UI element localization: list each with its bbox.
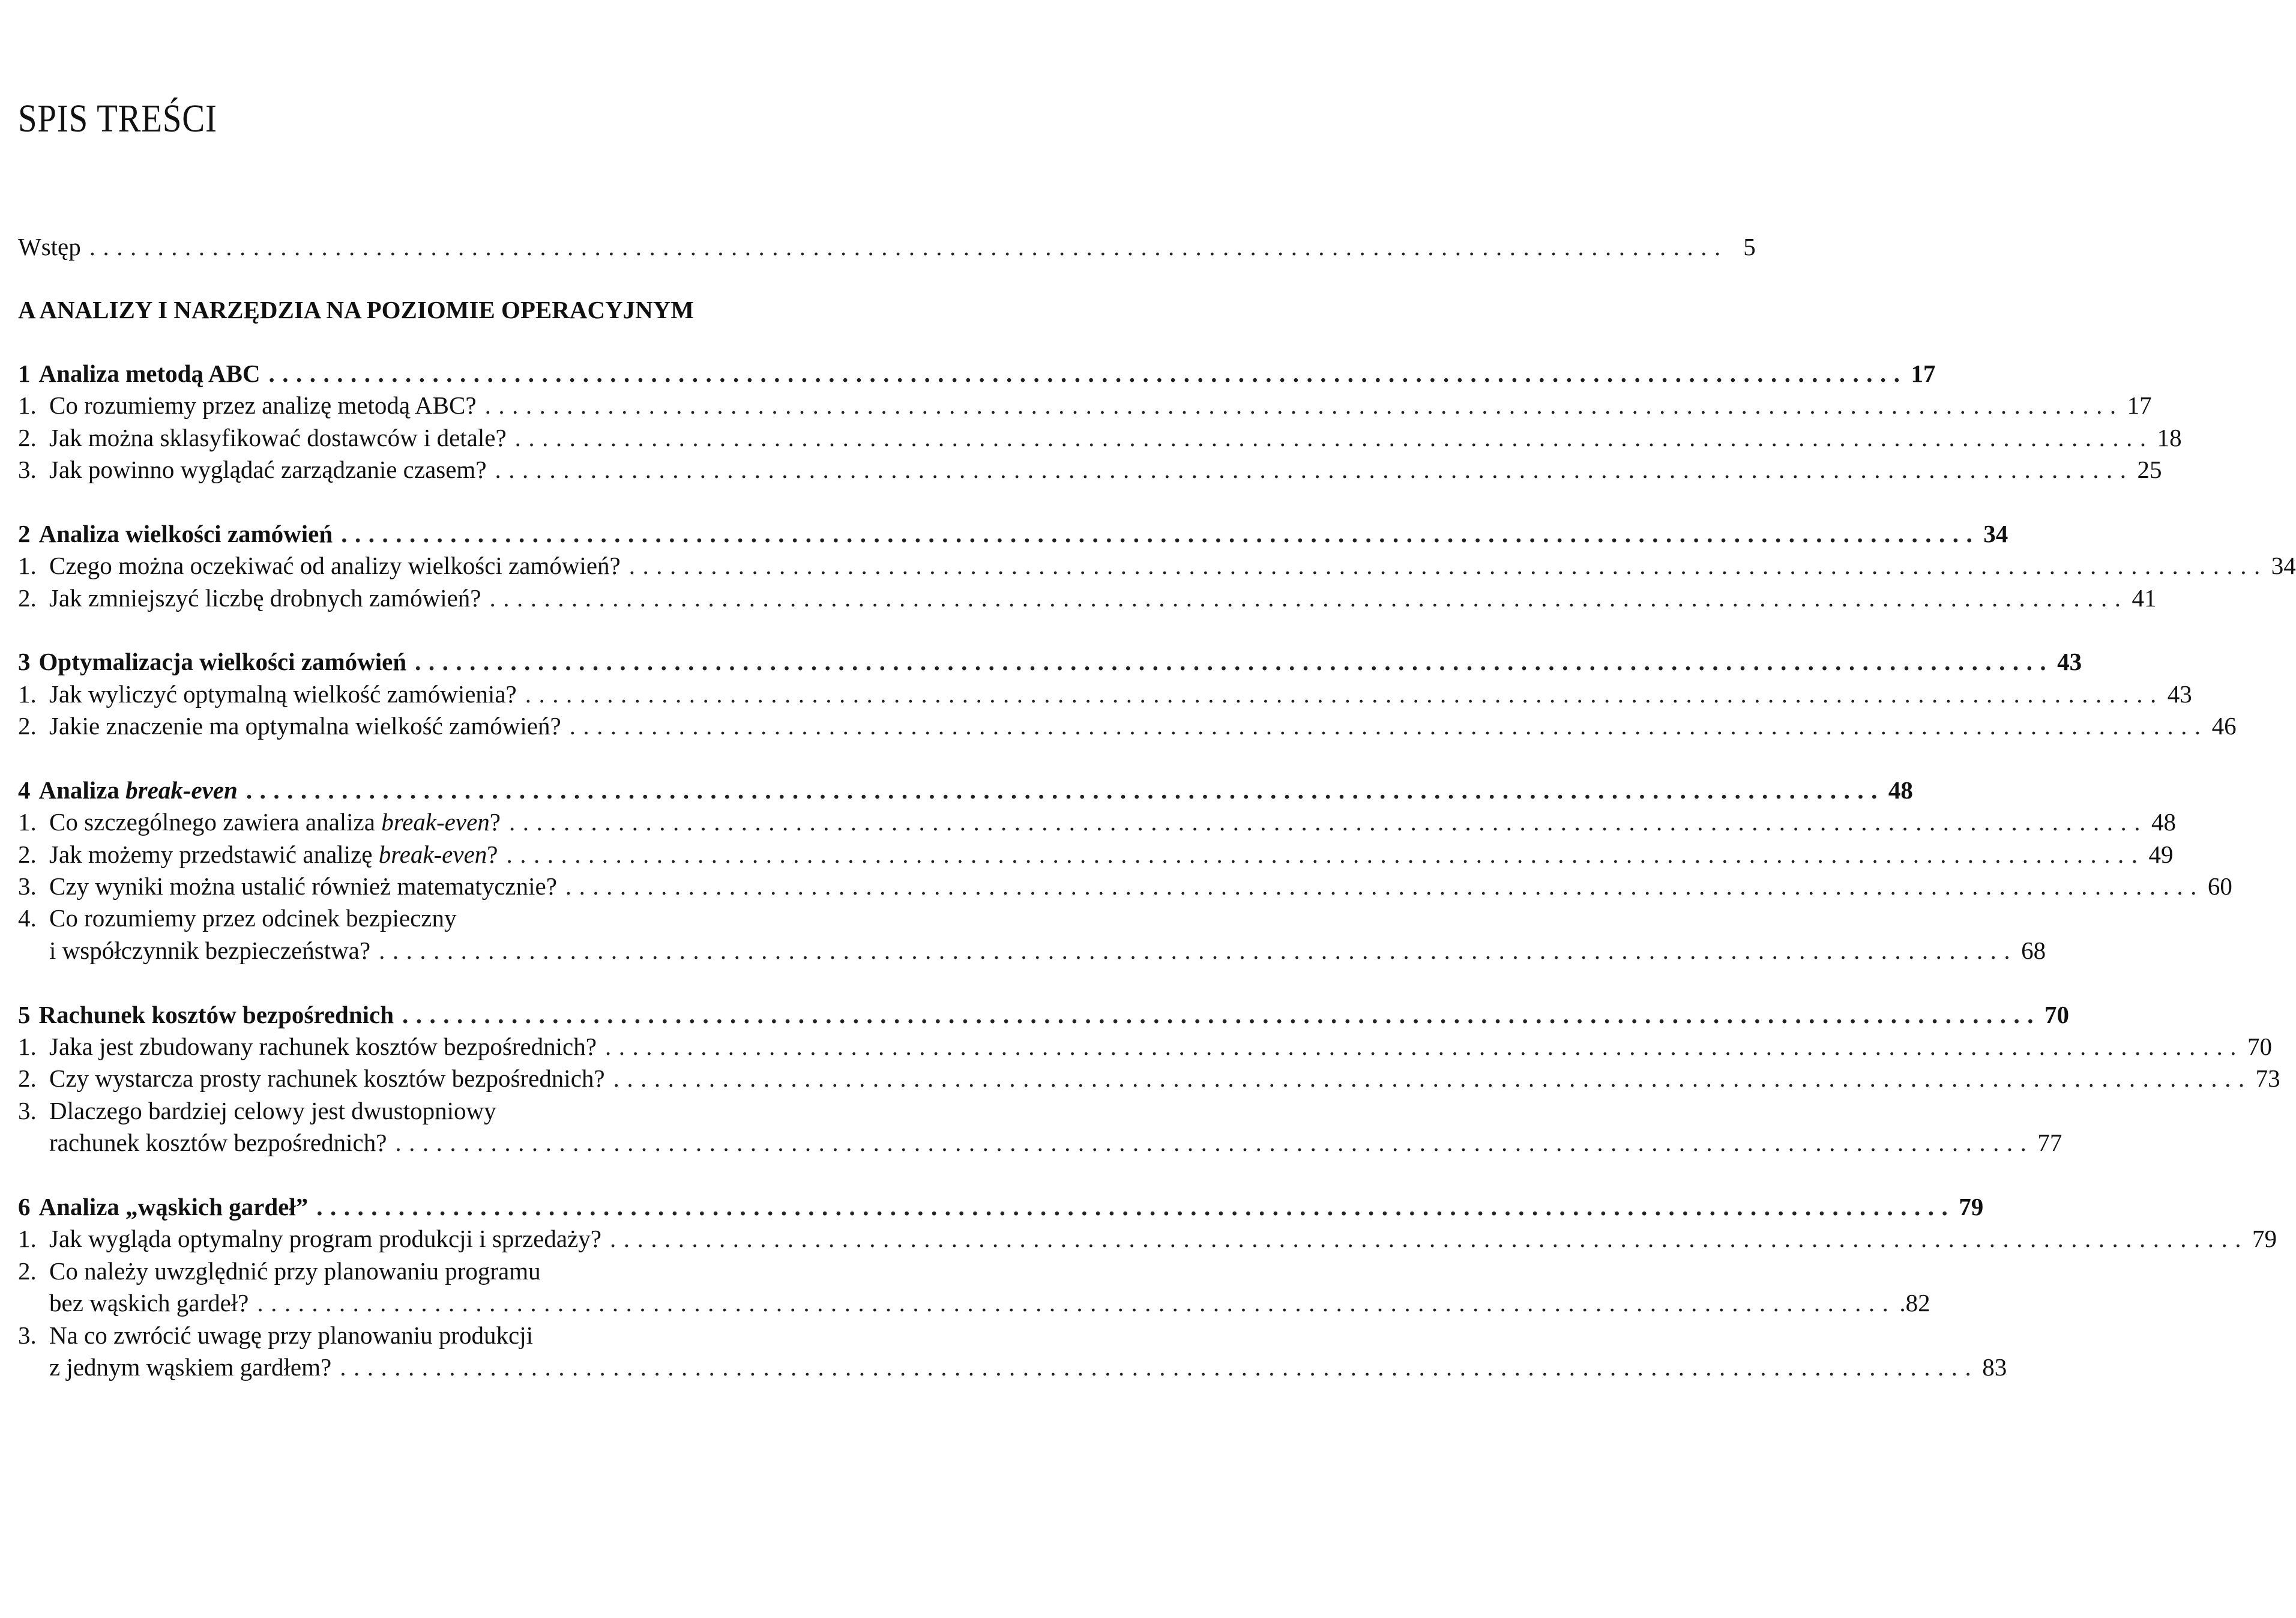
- section-number: 2.: [18, 423, 37, 451]
- section-title: Czy wystarcza prosty rachunek kosztów bezpośrednich?: [49, 1064, 605, 1093]
- section-page: 60: [2207, 872, 2232, 901]
- chapter-spacer: [18, 614, 864, 646]
- section-number: 3.: [18, 455, 37, 483]
- dot-leader: ........................................................................................................................: [489, 584, 2129, 612]
- dot-leader: ........................................................................................................................: [628, 552, 2268, 580]
- chapter-page: 79: [1959, 1192, 1984, 1221]
- chapter-number: 6: [18, 1192, 31, 1221]
- section-title: Jak wyliczyć optymalną wielkość zamówienia?: [49, 680, 517, 708]
- chapter-title: Analiza „wąskich gardeł”: [38, 1192, 309, 1221]
- section-page: 49: [2148, 840, 2174, 868]
- section-title: Jak możemy przedstawić analizę break-even?: [49, 840, 498, 868]
- section-number: 3.: [18, 872, 37, 901]
- chapter-title: Optymalizacja wielkości zamówień: [38, 648, 407, 676]
- chapter-row[interactable]: [18, 1191, 1984, 1223]
- section-row[interactable]: [18, 806, 2176, 838]
- section-title: Jak można sklasyfikować dostawców i detale?: [49, 423, 507, 451]
- dot-leader: ........................................................................................................................: [341, 519, 1980, 548]
- section-number: 2.: [18, 584, 37, 612]
- section-title: i współczynnik bezpieczeństwa?: [49, 936, 371, 964]
- dot-leader: ........................................................................................................................: [257, 1289, 1896, 1317]
- chapter-row[interactable]: [18, 358, 1936, 390]
- toc-intro-label: Wstęp: [18, 233, 81, 261]
- section-page: 43: [2167, 680, 2192, 708]
- section-number: 3.: [18, 1096, 37, 1124]
- section-title: Czy wyniki można ustalić również matematycznie?: [49, 872, 557, 901]
- dot-leader: ........................................................................................................................: [525, 680, 2164, 708]
- chapter-number: 4: [18, 776, 31, 804]
- section-title: rachunek kosztów bezpośrednich?: [49, 1129, 387, 1157]
- section-row[interactable]: [18, 582, 2157, 614]
- dot-leader: ........................................................................................................................: [268, 359, 1908, 387]
- section-page: 70: [2247, 1032, 2272, 1060]
- chapter-title: Analiza metodą ABC: [38, 359, 261, 387]
- chapter-title-italic: break-even: [125, 776, 238, 804]
- section-number: 2.: [18, 1257, 37, 1285]
- section-number: 1.: [18, 680, 37, 708]
- section-row[interactable]: [18, 1063, 2280, 1094]
- section-row[interactable]: [18, 935, 2046, 967]
- section-row[interactable]: [18, 710, 2237, 742]
- chapter-number: 2: [18, 519, 31, 548]
- dot-leader: ........................................................................................................................: [514, 423, 2154, 451]
- dot-leader: ........................................................................................................................: [395, 1129, 2034, 1157]
- chapter-spacer: [18, 742, 864, 774]
- section-page: 73: [2255, 1064, 2280, 1093]
- section-title-italic: break-even: [381, 808, 490, 836]
- chapter-row[interactable]: [18, 774, 1913, 806]
- dot-leader: ........................................................................................................................: [508, 808, 2148, 836]
- dot-leader: ........................................................................................................................: [340, 1353, 1979, 1381]
- dot-leader: ........................................................................................................................: [613, 1064, 2252, 1093]
- dot-leader: ........................................................................................................................: [415, 648, 2054, 676]
- section-row[interactable]: [18, 550, 2296, 582]
- section-page: 46: [2211, 712, 2237, 740]
- dot-leader: ........................................................................................................................: [495, 455, 2134, 483]
- chapter-page: 17: [1911, 359, 1936, 387]
- chapter-page: 48: [1888, 776, 1913, 804]
- dot-leader: ........................................................................................................................: [246, 776, 1885, 804]
- section-number: 1.: [18, 1225, 37, 1253]
- section-title-italic: break-even: [378, 840, 487, 868]
- page-title: SPIS TREŚCI: [18, 97, 217, 140]
- section-row[interactable]: [18, 1320, 864, 1351]
- dot-leader: ........................................................................................................................: [316, 1192, 1956, 1221]
- section-number: 1.: [18, 1032, 37, 1060]
- section-row[interactable]: [18, 678, 2192, 710]
- section-row[interactable]: [18, 390, 2152, 421]
- section-row[interactable]: [18, 454, 2162, 486]
- section-row[interactable]: [18, 1095, 864, 1127]
- section-title: Jak zmniejszyć liczbę drobnych zamówień?: [49, 584, 481, 612]
- dot-leader: ........................................................................................................................: [609, 1225, 2249, 1253]
- dot-leader: ........................................................................................................................: [565, 872, 2204, 901]
- section-page: .82: [1899, 1289, 1930, 1317]
- section-page: 34: [2271, 552, 2296, 580]
- section-title: Dlaczego bardziej celowy jest dwustopniowy: [49, 1096, 496, 1124]
- section-number: 2.: [18, 1064, 37, 1093]
- chapter-number: 5: [18, 1000, 31, 1028]
- dot-leader: ........................................................................................................................: [402, 1000, 2041, 1028]
- chapter-number: 1: [18, 359, 31, 387]
- section-page: 83: [1982, 1353, 2007, 1381]
- section-title: Co rozumiemy przez analizę metodą ABC?: [49, 391, 477, 420]
- section-title: Co rozumiemy przez odcinek bezpieczny: [49, 904, 457, 932]
- section-number: 1.: [18, 808, 37, 836]
- dot-leader: ........................................................................................................................: [89, 233, 1728, 261]
- section-title: Czego można oczekiwać od analizy wielkości zamówień?: [49, 552, 621, 580]
- toc-intro[interactable]: [18, 231, 1756, 263]
- chapter-row[interactable]: [18, 999, 2070, 1031]
- section-title: Na co zwrócić uwagę przy planowaniu produkcji: [49, 1321, 534, 1349]
- chapter-page: 70: [2044, 1000, 2070, 1028]
- section-row[interactable]: [18, 839, 2174, 871]
- chapter-spacer: [18, 967, 864, 998]
- section-number: 1.: [18, 552, 37, 580]
- section-number: 2.: [18, 840, 37, 868]
- chapter-row[interactable]: [18, 518, 2008, 550]
- chapter-spacer: [18, 1159, 864, 1191]
- section-row[interactable]: [18, 1223, 2277, 1255]
- dot-leader: ........................................................................................................................: [569, 712, 2208, 740]
- section-number: 3.: [18, 1321, 37, 1349]
- section-title: Jakie znaczenie ma optymalna wielkość zamówień?: [49, 712, 561, 740]
- section-page: 48: [2151, 808, 2176, 836]
- section-number: 1.: [18, 391, 37, 420]
- section-row[interactable]: [18, 1287, 1930, 1319]
- chapter-row[interactable]: [18, 646, 2082, 678]
- dot-leader: ........................................................................................................................: [484, 391, 2124, 420]
- section-page: 79: [2252, 1225, 2277, 1253]
- section-row[interactable]: [18, 1351, 2007, 1383]
- section-title: Co szczególnego zawiera analiza break-even?: [49, 808, 501, 836]
- chapter-list: [18, 358, 2296, 1384]
- chapter-page: 43: [2057, 648, 2082, 676]
- section-title: Jaka jest zbudowany rachunek kosztów bezpośrednich?: [49, 1032, 597, 1060]
- section-number: 2.: [18, 712, 37, 740]
- section-page: 68: [2021, 936, 2046, 964]
- section-row[interactable]: [18, 871, 2232, 902]
- section-row[interactable]: [18, 1127, 2062, 1159]
- section-row[interactable]: [18, 422, 2182, 454]
- section-row[interactable]: [18, 1031, 2272, 1063]
- section-number: 4.: [18, 904, 37, 932]
- dot-leader: ........................................................................................................................: [506, 840, 2145, 868]
- chapter-spacer: [18, 486, 864, 518]
- section-title: bez wąskich gardeł?: [49, 1289, 249, 1317]
- chapter-title: Analiza wielkości zamówień: [38, 519, 333, 548]
- dot-leader: ........................................................................................................................: [604, 1032, 2244, 1060]
- chapter-title: Analiza break-even: [38, 776, 238, 804]
- section-page: 77: [2037, 1129, 2062, 1157]
- section-title: Jak wygląda optymalny program produkcji i sprzedaży?: [49, 1225, 601, 1253]
- section-page: 41: [2132, 584, 2157, 612]
- section-title: Jak powinno wyglądać zarządzanie czasem?: [49, 455, 487, 483]
- section-page: 18: [2157, 423, 2182, 451]
- section-title: Co należy uwzględnić przy planowaniu programu: [49, 1257, 541, 1285]
- toc-intro-page: 5: [1743, 233, 1756, 261]
- section-row[interactable]: [18, 902, 864, 934]
- part-heading: A ANALIZY I NARZĘDZIA NA POZIOMIE OPERACYJNYM: [18, 296, 695, 324]
- dot-leader: ........................................................................................................................: [379, 936, 2018, 964]
- chapter-title: Rachunek kosztów bezpośrednich: [38, 1000, 394, 1028]
- section-page: 17: [2127, 391, 2152, 420]
- table-of-contents: [18, 231, 2296, 1383]
- chapter-page: 34: [1983, 519, 2008, 548]
- section-page: 25: [2137, 455, 2162, 483]
- section-row[interactable]: [18, 1255, 864, 1287]
- section-title: z jednym wąskiem gardłem?: [49, 1353, 332, 1381]
- chapter-number: 3: [18, 648, 31, 676]
